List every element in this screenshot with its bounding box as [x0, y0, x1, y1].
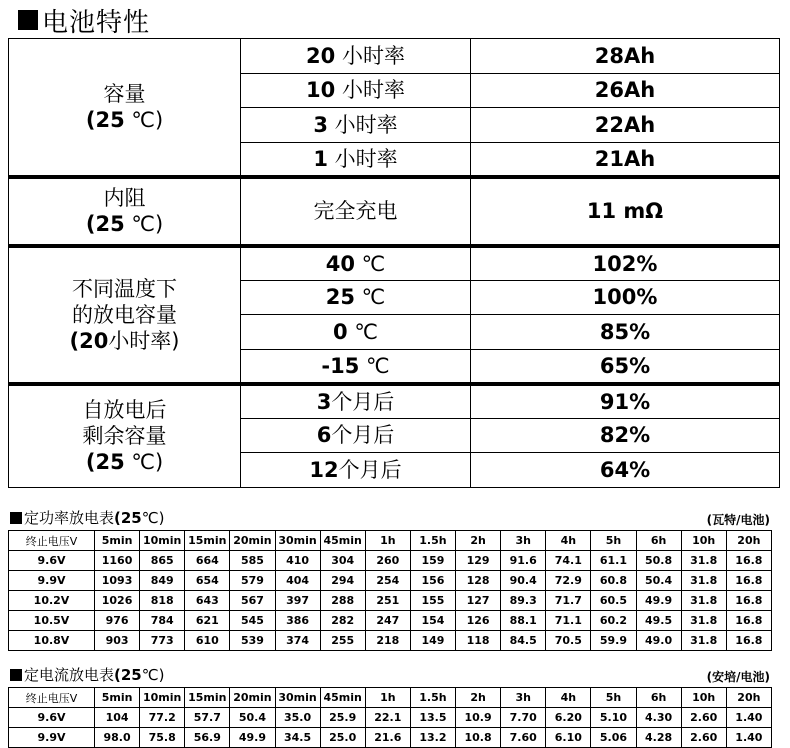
table-cell: 129	[456, 551, 501, 571]
table-cell: 773	[140, 631, 185, 651]
table-row	[9, 631, 772, 651]
capacity-value: 26Ah	[471, 73, 780, 108]
table-header-row	[9, 531, 772, 551]
table-cell: 98.0	[95, 728, 140, 748]
table-row	[9, 708, 772, 728]
table-cell: 5.06	[591, 728, 636, 748]
self-discharge-period: 12个月后	[241, 453, 471, 488]
table-cell: 643	[185, 591, 230, 611]
column-header: 1h	[365, 688, 410, 708]
table-cell: 25.9	[320, 708, 365, 728]
column-header: 30min	[275, 688, 320, 708]
temperature-value: 100%	[471, 280, 780, 315]
table-cell: 60.2	[591, 611, 636, 631]
current-table-heading: 定电流放电表 (25 ℃) (安培/电池)	[10, 667, 770, 685]
column-header: 4h	[546, 688, 591, 708]
table-cell: 31.8	[681, 591, 726, 611]
table-cell: 5.10	[591, 708, 636, 728]
table-row	[9, 591, 772, 611]
capacity-value: 21Ah	[471, 142, 780, 177]
table-cell: 61.1	[591, 551, 636, 571]
column-header: 45min	[320, 688, 365, 708]
self-discharge-value: 91%	[471, 384, 780, 419]
table-cell: 50.4	[230, 708, 275, 728]
column-header: 30min	[275, 531, 320, 551]
column-header: 6h	[636, 531, 681, 551]
capacity-rate: 20 小时率	[241, 39, 471, 74]
column-header: 5min	[95, 531, 140, 551]
table-cell: 654	[185, 571, 230, 591]
table-cell: 57.7	[185, 708, 230, 728]
table-cell: 71.1	[546, 611, 591, 631]
table-cell: 1.40	[726, 708, 771, 728]
table-row	[9, 611, 772, 631]
self-discharge-period: 6个月后	[241, 418, 471, 453]
table-cell: 25.0	[320, 728, 365, 748]
table-cell: 410	[275, 551, 320, 571]
resistance-condition: 完全充电	[241, 177, 471, 246]
table-cell: 22.1	[365, 708, 410, 728]
table-cell: 294	[320, 571, 365, 591]
table-cell: 304	[320, 551, 365, 571]
table-cell: 818	[140, 591, 185, 611]
table-cell: 35.0	[275, 708, 320, 728]
column-header: 5h	[591, 688, 636, 708]
column-header: 20h	[726, 531, 771, 551]
table-cell: 288	[320, 591, 365, 611]
column-header: 终止电压V	[9, 688, 95, 708]
column-header: 5h	[591, 531, 636, 551]
power-table-heading: 定功率放电表 (25 ℃) (瓦特/电池)	[10, 510, 770, 528]
temperature-value: 85%	[471, 315, 780, 350]
page-title-text: 电池特性	[42, 7, 151, 38]
table-cell: 16.8	[726, 551, 771, 571]
cutoff-voltage-cell: 9.6V	[9, 708, 95, 728]
table-cell: 77.2	[140, 708, 185, 728]
column-header: 10h	[681, 531, 726, 551]
table-cell: 149	[410, 631, 455, 651]
table-cell: 6.10	[546, 728, 591, 748]
table-cell: 976	[95, 611, 140, 631]
table-cell: 126	[456, 611, 501, 631]
table-cell: 16.8	[726, 571, 771, 591]
table-cell: 865	[140, 551, 185, 571]
table-cell: 90.4	[501, 571, 546, 591]
table-cell: 849	[140, 571, 185, 591]
table-cell: 610	[185, 631, 230, 651]
table-cell: 31.8	[681, 551, 726, 571]
table-cell: 49.9	[636, 591, 681, 611]
table-cell: 49.5	[636, 611, 681, 631]
table-cell: 539	[230, 631, 275, 651]
table-cell: 218	[365, 631, 410, 651]
column-header: 1.5h	[410, 688, 455, 708]
table-cell: 71.7	[546, 591, 591, 611]
table-row	[9, 551, 772, 571]
cutoff-voltage-cell: 9.9V	[9, 728, 95, 748]
cutoff-voltage-cell: 10.5V	[9, 611, 95, 631]
column-header: 10h	[681, 688, 726, 708]
title-square-icon	[18, 10, 38, 30]
table-row	[9, 728, 772, 748]
column-header: 20min	[230, 688, 275, 708]
table-cell: 1.40	[726, 728, 771, 748]
section-square-icon	[10, 512, 22, 524]
column-header: 3h	[501, 531, 546, 551]
table-cell: 16.8	[726, 631, 771, 651]
table-cell: 127	[456, 591, 501, 611]
table-cell: 260	[365, 551, 410, 571]
table-cell: 59.9	[591, 631, 636, 651]
table-cell: 254	[365, 571, 410, 591]
column-header: 1h	[365, 531, 410, 551]
table-cell: 155	[410, 591, 455, 611]
table-cell: 247	[365, 611, 410, 631]
page-title	[18, 3, 150, 37]
temperature-label: 不同温度下 的放电容量 (20小时率)	[9, 246, 241, 384]
section-square-icon	[10, 669, 22, 681]
column-header: 1.5h	[410, 531, 455, 551]
cutoff-voltage-cell: 10.8V	[9, 631, 95, 651]
column-header: 2h	[456, 531, 501, 551]
table-cell: 903	[95, 631, 140, 651]
capacity-rate: 1 小时率	[241, 142, 471, 177]
table-cell: 386	[275, 611, 320, 631]
column-header: 20h	[726, 688, 771, 708]
table-cell: 7.70	[501, 708, 546, 728]
temperature-condition: 25 ℃	[241, 280, 471, 315]
capacity-rate: 3 小时率	[241, 108, 471, 143]
column-header: 4h	[546, 531, 591, 551]
table-cell: 6.20	[546, 708, 591, 728]
table-cell: 60.5	[591, 591, 636, 611]
cutoff-voltage-cell: 9.9V	[9, 571, 95, 591]
current-table-unit: (安培/电池)	[706, 670, 770, 684]
column-header: 2h	[456, 688, 501, 708]
power-table-title: 定功率放电表	[24, 509, 115, 527]
capacity-rate: 10 小时率	[241, 73, 471, 108]
table-cell: 255	[320, 631, 365, 651]
column-header: 15min	[185, 531, 230, 551]
table-cell: 585	[230, 551, 275, 571]
table-cell: 159	[410, 551, 455, 571]
table-cell: 545	[230, 611, 275, 631]
table-cell: 13.5	[410, 708, 455, 728]
table-cell: 16.8	[726, 611, 771, 631]
table-cell: 579	[230, 571, 275, 591]
table-cell: 74.1	[546, 551, 591, 571]
temperature-value: 102%	[471, 246, 780, 281]
temperature-value: 65%	[471, 349, 780, 384]
table-row	[9, 39, 780, 74]
table-cell: 60.8	[591, 571, 636, 591]
table-cell: 31.8	[681, 611, 726, 631]
table-cell: 128	[456, 571, 501, 591]
table-cell: 49.9	[230, 728, 275, 748]
table-cell: 2.60	[681, 728, 726, 748]
table-cell: 16.8	[726, 591, 771, 611]
column-header: 终止电压V	[9, 531, 95, 551]
cutoff-voltage-cell: 9.6V	[9, 551, 95, 571]
self-discharge-period: 3个月后	[241, 384, 471, 419]
table-cell: 4.30	[636, 708, 681, 728]
table-cell: 7.60	[501, 728, 546, 748]
table-cell: 567	[230, 591, 275, 611]
table-cell: 2.60	[681, 708, 726, 728]
power-table-unit: (瓦特/电池)	[706, 513, 770, 527]
table-cell: 10.9	[456, 708, 501, 728]
table-cell: 118	[456, 631, 501, 651]
table-row	[9, 246, 780, 281]
table-cell: 50.4	[636, 571, 681, 591]
table-cell: 49.0	[636, 631, 681, 651]
self-discharge-label: 自放电后 剩余容量 (25 ℃)	[9, 384, 241, 488]
table-cell: 31.8	[681, 631, 726, 651]
table-cell: 50.8	[636, 551, 681, 571]
capacity-value: 28Ah	[471, 39, 780, 74]
table-cell: 75.8	[140, 728, 185, 748]
table-cell: 56.9	[185, 728, 230, 748]
table-cell: 397	[275, 591, 320, 611]
table-cell: 4.28	[636, 728, 681, 748]
table-cell: 784	[140, 611, 185, 631]
temperature-condition: -15 ℃	[241, 349, 471, 384]
table-cell: 72.9	[546, 571, 591, 591]
table-cell: 88.1	[501, 611, 546, 631]
capacity-label: 容量 (25 ℃)	[9, 39, 241, 177]
table-cell: 156	[410, 571, 455, 591]
table-row	[9, 571, 772, 591]
table-cell: 104	[95, 708, 140, 728]
column-header: 6h	[636, 688, 681, 708]
battery-characteristics-table	[8, 38, 780, 488]
table-cell: 91.6	[501, 551, 546, 571]
table-cell: 89.3	[501, 591, 546, 611]
table-cell: 251	[365, 591, 410, 611]
table-header-row	[9, 688, 772, 708]
table-cell: 13.2	[410, 728, 455, 748]
table-cell: 1026	[95, 591, 140, 611]
table-cell: 1093	[95, 571, 140, 591]
table-row	[9, 177, 780, 246]
self-discharge-value: 82%	[471, 418, 780, 453]
column-header: 15min	[185, 688, 230, 708]
table-cell: 21.6	[365, 728, 410, 748]
table-cell: 84.5	[501, 631, 546, 651]
self-discharge-value: 64%	[471, 453, 780, 488]
table-cell: 70.5	[546, 631, 591, 651]
table-cell: 621	[185, 611, 230, 631]
table-cell: 31.8	[681, 571, 726, 591]
column-header: 3h	[501, 688, 546, 708]
resistance-value: 11 mΩ	[471, 177, 780, 246]
column-header: 10min	[140, 688, 185, 708]
table-cell: 10.8	[456, 728, 501, 748]
table-row	[9, 384, 780, 419]
table-cell: 1160	[95, 551, 140, 571]
table-cell: 664	[185, 551, 230, 571]
capacity-value: 22Ah	[471, 108, 780, 143]
column-header: 10min	[140, 531, 185, 551]
column-header: 45min	[320, 531, 365, 551]
column-header: 5min	[95, 688, 140, 708]
column-header: 20min	[230, 531, 275, 551]
power-discharge-table	[8, 530, 772, 651]
table-cell: 404	[275, 571, 320, 591]
table-cell: 34.5	[275, 728, 320, 748]
table-cell: 374	[275, 631, 320, 651]
table-cell: 154	[410, 611, 455, 631]
temperature-condition: 0 ℃	[241, 315, 471, 350]
current-discharge-table	[8, 687, 772, 748]
current-table-title: 定电流放电表	[24, 666, 115, 684]
resistance-label: 内阻 (25 ℃)	[9, 177, 241, 246]
cutoff-voltage-cell: 10.2V	[9, 591, 95, 611]
temperature-condition: 40 ℃	[241, 246, 471, 281]
table-cell: 282	[320, 611, 365, 631]
